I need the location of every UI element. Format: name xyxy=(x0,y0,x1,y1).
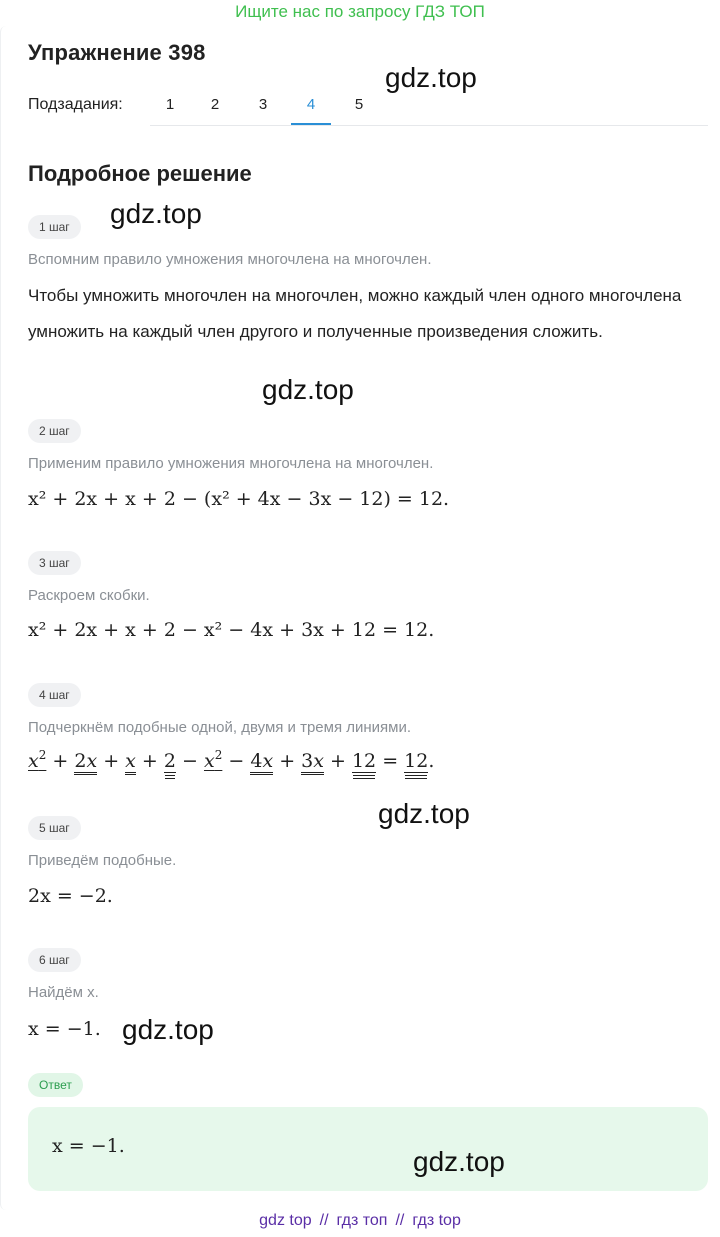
step-5-pill: 5 шаг xyxy=(28,816,81,840)
step-3-math: x² + 2x + x + 2 − x² − 4x + 3x + 12 = 12. xyxy=(28,619,435,641)
watermark: gdz.top xyxy=(385,62,477,93)
subtasks-label: Подзадания: xyxy=(28,96,123,113)
footer-separator: // xyxy=(395,1212,405,1229)
step-2-hint: Применим правило умножения многочлена на многочлен. xyxy=(28,455,434,472)
tab-subtask-5[interactable]: 5 xyxy=(354,96,364,113)
step-4-pill: 4 шаг xyxy=(28,683,81,707)
step-2-pill: 2 шаг xyxy=(28,419,81,443)
solution-title: Подробное решение xyxy=(28,161,252,186)
watermark: gdz.top xyxy=(122,1014,214,1045)
step-5-hint: Приведём подобные. xyxy=(28,852,177,869)
watermark: gdz.top xyxy=(413,1146,505,1177)
step-3-hint: Раскроем скобки. xyxy=(28,587,150,604)
exercise-title: Упражнение 398 xyxy=(28,40,206,65)
footer-separator: // xyxy=(319,1212,329,1229)
tab-subtask-2[interactable]: 2 xyxy=(210,96,220,113)
answer-pill: Ответ xyxy=(28,1073,83,1097)
step-1-pill: 1 шаг xyxy=(28,215,81,239)
watermark: gdz.top xyxy=(262,374,354,405)
tab-subtask-1[interactable]: 1 xyxy=(165,96,175,113)
answer-box xyxy=(28,1107,708,1191)
step-6-hint: Найдём x. xyxy=(28,984,99,1001)
answer-math: x = −1. xyxy=(52,1135,125,1157)
step-3-pill: 3 шаг xyxy=(28,551,81,575)
step-1-hint: Вспомним правило умножения многочлена на многочлен. xyxy=(28,251,432,268)
top-banner: Ищите нас по запросу ГДЗ ТОП xyxy=(235,2,485,21)
step-4-math: $x^2 + 2x + x + 2 - x^2 - 4x + 3x + 12 = 12$. xyxy=(28,750,434,772)
step-4-hint: Подчеркнём подобные одной, двумя и тремя линиями. xyxy=(28,719,412,736)
tab-subtask-4[interactable]: 4 xyxy=(291,86,331,125)
tab-subtask-3[interactable]: 3 xyxy=(258,96,268,113)
footer-links xyxy=(0,1212,720,1230)
footer-link-gdz-top-ru[interactable]: гдз топ xyxy=(336,1212,388,1229)
card-edge xyxy=(0,26,7,1210)
step-5-math: 2x = −2. xyxy=(28,885,113,907)
footer-link-gdz-top[interactable]: gdz top xyxy=(259,1212,312,1229)
step-6-math: x = −1. xyxy=(28,1018,101,1040)
step-1-text: Чтобы умножить многочлен на многочлен, можно каждый член одного многочлена умножить на каждый член другого и полученные произведения сложить. xyxy=(28,286,682,341)
step-6-pill: 6 шаг xyxy=(28,948,81,972)
footer-link-gdz-top-mixed[interactable]: гдз top xyxy=(412,1212,461,1229)
watermark: gdz.top xyxy=(110,198,202,229)
watermark: gdz.top xyxy=(378,798,470,829)
step-2-math: x² + 2x + x + 2 − (x² + 4x − 3x − 12) = 12. xyxy=(28,488,450,510)
